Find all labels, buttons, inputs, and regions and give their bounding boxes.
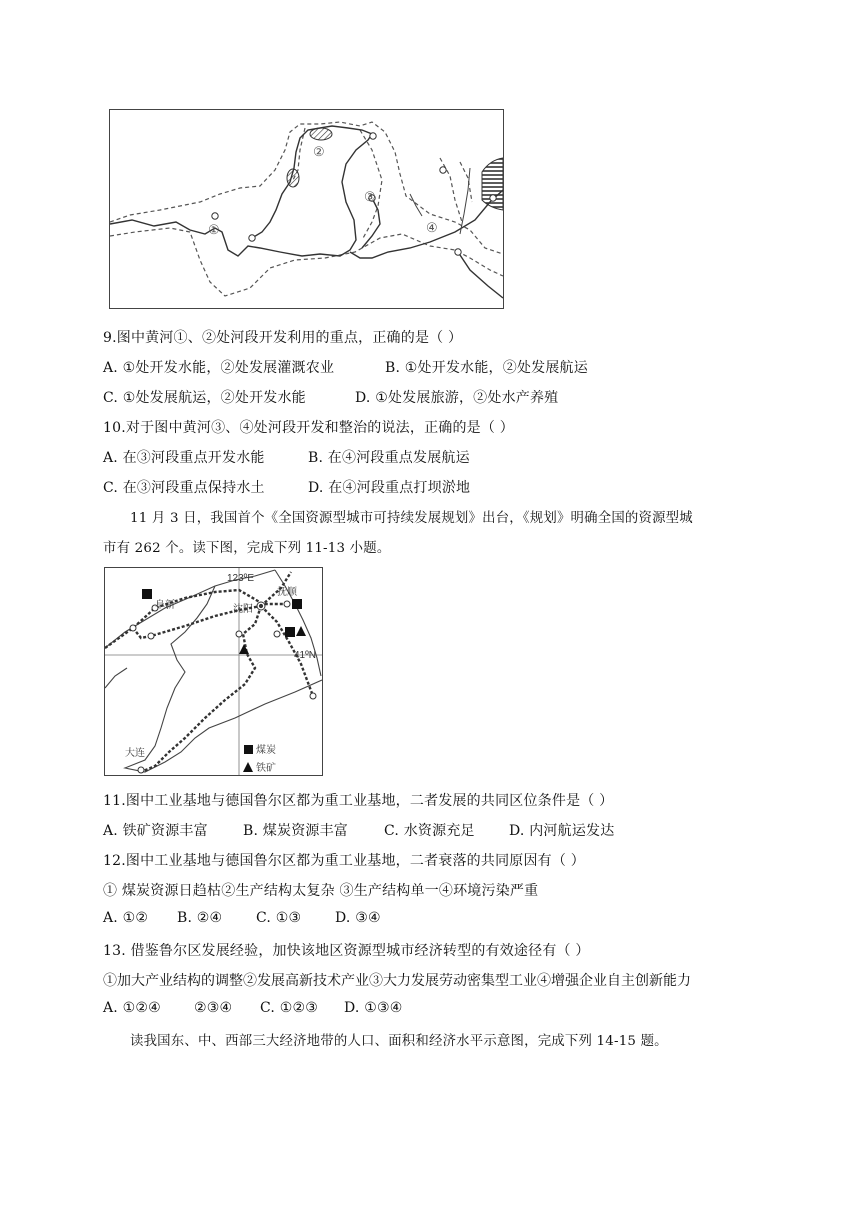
yellow-river-map xyxy=(109,109,504,309)
q9-options-row2 xyxy=(103,387,558,407)
city-shenyang: 沈阳 xyxy=(233,604,253,615)
q11-option-a[interactable]: A. 铁矿资源丰富 xyxy=(103,823,208,839)
q10-option-d[interactable]: D. 在④河段重点打坝淤地 xyxy=(308,480,471,496)
q13-options xyxy=(103,1000,402,1016)
q10-option-a[interactable]: A. 在③河段重点开发水能 xyxy=(103,450,265,466)
q12-option-d[interactable]: D. ③④ xyxy=(335,910,381,926)
q10-option-c[interactable]: C. 在③河段重点保持水土 xyxy=(103,480,265,496)
q10-options-row2 xyxy=(103,477,470,497)
q9-option-b[interactable]: B. ①处开发水能，②处发展航运 xyxy=(385,360,588,376)
q10-stem: 10.对于图中黄河③、④处河段开发和整治的说法，正确的是（ ） xyxy=(103,420,514,436)
q13-option-c[interactable]: C. ①②③ xyxy=(260,1000,318,1016)
q10-option-b[interactable]: B. 在④河段重点发展航运 xyxy=(308,450,470,466)
intro2-line-1: 读我国东、中、西部三大经济地带的人口、面积和经济水平示意图，完成下列 14-15 题。 xyxy=(130,1034,668,1049)
q9-options-row1 xyxy=(103,357,588,377)
q12-options xyxy=(103,910,381,926)
q9-stem: 9.图中黄河①、②处河段开发利用的重点，正确的是（ ） xyxy=(103,330,463,346)
q11-stem: 11.图中工业基地与德国鲁尔区都为重工业基地，二者发展的共同区位条件是（ ） xyxy=(103,793,614,809)
q12-items: ① 煤炭资源日趋枯②生产结构太复杂 ③生产结构单一④环境污染严重 xyxy=(103,883,539,899)
q11-option-d[interactable]: D. 内河航运发达 xyxy=(509,823,615,839)
lat-label: 41ºN xyxy=(294,650,316,661)
q11-options xyxy=(103,820,614,840)
q9-option-c[interactable]: C. ①处发展航运，②处开发水能 xyxy=(103,390,306,406)
q11-option-c[interactable]: C. 水资源充足 xyxy=(384,823,475,839)
q9-option-a[interactable]: A. ①处开发水能，②处发展灌溉农业 xyxy=(103,360,335,376)
city-dalian: 大连 xyxy=(125,748,145,759)
q13-items: ①加大产业结构的调整②发展高新技术产业③大力发展劳动密集型工业④增强企业自主创新能力 xyxy=(103,973,691,989)
lon-label: 123ºE xyxy=(227,573,255,584)
q13-option-b[interactable]: ②③④ xyxy=(194,1000,233,1016)
q13-option-d[interactable]: D. ①③④ xyxy=(344,1000,403,1016)
q12-option-b[interactable]: B. ②④ xyxy=(177,910,223,926)
q9-option-d[interactable]: D. ①处发展旅游，②处水产养殖 xyxy=(355,390,559,406)
legend-coal-label: 煤炭 xyxy=(256,745,276,756)
q10-options-row1 xyxy=(103,447,470,467)
label-3: ③ xyxy=(364,190,376,205)
q12-option-a[interactable]: A. ①② xyxy=(103,910,149,926)
city-fuxin: 阜新 xyxy=(155,600,175,611)
legend-iron-label: 铁矿 xyxy=(256,763,276,774)
q13-option-a[interactable]: A. ①②④ xyxy=(103,1000,161,1016)
intro-line-2: 市有 262 个。读下图，完成下列 11-13 小题。 xyxy=(103,541,391,556)
q11-option-b[interactable]: B. 煤炭资源丰富 xyxy=(243,823,348,839)
label-4: ④ xyxy=(426,221,438,236)
label-2: ② xyxy=(313,145,325,160)
city-fushun: 抚顺 xyxy=(277,587,297,598)
q12-option-c[interactable]: C. ①③ xyxy=(256,910,302,926)
intro-line-1: 11 月 3 日，我国首个《全国资源型城市可持续发展规划》出台，《规划》明确全国的资源型城 xyxy=(130,511,693,526)
liaoning-map xyxy=(104,567,323,776)
q12-stem: 12.图中工业基地与德国鲁尔区都为重工业基地，二者衰落的共同原因有（ ） xyxy=(103,853,585,869)
label-1: ① xyxy=(208,223,220,238)
q13-stem: 13. 借鉴鲁尔区发展经验，加快该地区资源型城市经济转型的有效途径有（ ） xyxy=(103,943,590,959)
